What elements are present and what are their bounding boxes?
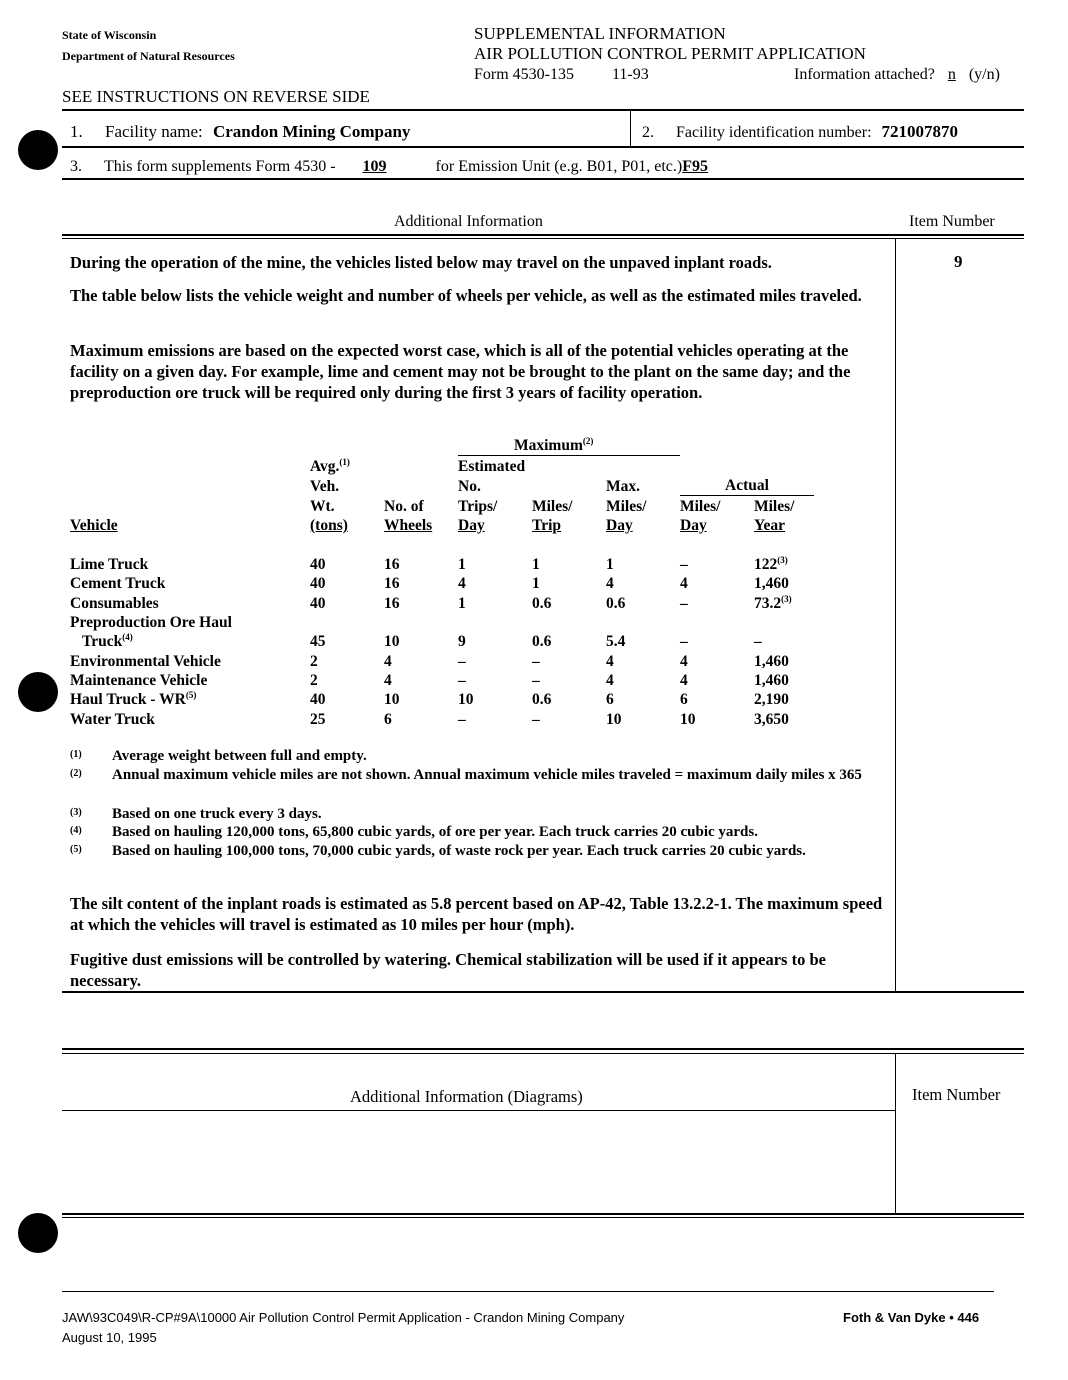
table-cell-amy	[754, 574, 814, 593]
table-cell-wt	[310, 709, 384, 728]
table-cell-amy	[754, 593, 814, 612]
vehicle-table	[70, 436, 814, 729]
header-cell: No.	[458, 477, 481, 495]
cell-value: –	[680, 555, 688, 573]
cell-value: 4	[680, 575, 688, 593]
cell-value: 10	[384, 633, 400, 651]
cell-value: 40	[310, 555, 326, 573]
form-title: SUPPLEMENTAL INFORMATION	[474, 24, 726, 43]
table-cell-wheels	[384, 574, 458, 593]
table-header-row	[70, 496, 814, 516]
table-cell-amd	[680, 593, 754, 612]
header-cell: (tons)	[310, 516, 348, 534]
cell-value: 40	[310, 575, 326, 593]
table-cell-amy	[754, 651, 814, 670]
cell-value: 25	[310, 710, 326, 728]
cell-value: 1,460	[754, 575, 789, 593]
header-cell: Day	[680, 516, 707, 534]
header-cell: Miles/	[532, 497, 573, 515]
vehicle-name	[70, 709, 310, 728]
table-cell-wt	[310, 593, 384, 612]
footnote-ref: (1)	[339, 456, 350, 467]
table-cell-trips	[458, 671, 532, 690]
document-path: JAW\93C049\R-CP#9A\10000 Air Pollution Control Permit Application - Crandon Mining Company	[62, 1310, 625, 1325]
item-number-heading: Item Number	[912, 1085, 1001, 1104]
punch-hole	[18, 130, 58, 170]
paragraph: The table below lists the vehicle weight and number of wheels per vehicle, as well as the estimated miles traveled.	[70, 286, 862, 305]
table-cell-wheels	[384, 593, 458, 612]
table-cell-maxmiles	[606, 671, 680, 690]
table-row	[70, 709, 814, 728]
table-row	[70, 671, 814, 690]
vehicle-name	[70, 632, 310, 651]
cell-value: –	[458, 672, 466, 690]
divider	[62, 238, 1024, 239]
table-cell-amy	[754, 690, 814, 709]
state-name: State of Wisconsin	[62, 28, 157, 42]
table-cell-amd	[680, 671, 754, 690]
paragraph: Maximum emissions are based on the expected worst case, which is all of the potential vehicles operating at the facility on a given day. For example, lime and cement may not be brought to the plant on the same day; and the preproduction ore truck will be required only during the first 3 years of facility operation.	[70, 341, 851, 402]
table-cell-maxmiles	[606, 593, 680, 612]
header-cell: No. of	[384, 497, 424, 515]
table-cell-wheels	[384, 671, 458, 690]
facility-name-value: Crandon Mining Company	[212, 122, 411, 141]
vehicle-label: Maintenance Vehicle	[70, 672, 208, 690]
item-number-heading: Item Number	[909, 213, 995, 230]
info-attached-value: n	[947, 66, 956, 83]
header-cell: Miles/	[680, 497, 721, 515]
supplements-field	[70, 158, 862, 176]
facility-name-field	[70, 122, 410, 142]
divider	[62, 234, 1024, 236]
group-actual-header: Actual	[680, 476, 814, 496]
cell-value: 1	[606, 555, 614, 573]
table-cell-maxmiles	[606, 709, 680, 728]
table-cell-trips	[458, 593, 532, 612]
table-row	[70, 690, 814, 709]
vehicle-label: Consumables	[70, 594, 159, 612]
cell-value: 1	[532, 555, 540, 573]
vehicle-label: Truck	[82, 633, 123, 651]
header-cell: Trip	[532, 516, 561, 534]
cell-value: –	[680, 594, 688, 612]
table-cell-amy	[754, 671, 814, 690]
cell-value: –	[532, 652, 540, 670]
table-cell-amd	[680, 574, 754, 593]
cell-value: 1	[458, 594, 466, 612]
header-cell: Estimated	[458, 457, 526, 475]
footnote-text: Annual maximum vehicle miles are not shown. Annual maximum vehicle miles traveled = maximum daily miles x 365	[112, 767, 862, 783]
footnote-ref: (3)	[777, 554, 788, 565]
divider	[62, 1213, 1024, 1215]
cell-value: 40	[310, 691, 326, 709]
table-cell-wheels	[384, 651, 458, 670]
cell-value: 4	[680, 672, 688, 690]
cell-value: –	[458, 652, 466, 670]
cell-value: 5.4	[606, 633, 626, 651]
cell-value: –	[532, 710, 540, 728]
divider	[62, 178, 1024, 180]
table-cell-amy	[754, 554, 814, 573]
instructions-note: SEE INSTRUCTIONS ON REVERSE SIDE	[62, 87, 370, 106]
cell-value: 9	[458, 633, 466, 651]
header-cell: Avg.	[310, 457, 340, 475]
cell-value: 4	[606, 672, 614, 690]
table-cell-wheels	[384, 632, 458, 651]
table-cell-maxmiles	[606, 651, 680, 670]
table-cell-mpt	[532, 554, 606, 573]
vehicle-name	[70, 574, 310, 593]
divider	[62, 1048, 1024, 1050]
header-cell: Max.	[606, 477, 641, 495]
info-attached-label: Information attached?	[794, 66, 935, 83]
group-maximum-header	[458, 436, 680, 456]
vehicle-label: Water Truck	[70, 710, 155, 728]
footnote-text: Based on hauling 100,000 tons, 70,000 cubic yards, of waste rock per year. Each truck carries 20 cubic yards.	[112, 843, 806, 859]
table-cell-amd	[680, 651, 754, 670]
punch-hole	[18, 1213, 58, 1253]
table-cell-wt	[310, 671, 384, 690]
divider	[62, 1217, 1024, 1218]
form-supplement-value: 109	[362, 158, 387, 175]
cell-value: 2,190	[754, 691, 789, 709]
table-cell-maxmiles	[606, 690, 680, 709]
table-header-row	[70, 516, 814, 535]
cell-value: 1,460	[754, 672, 789, 690]
divider	[62, 1053, 1024, 1054]
header-cell: Veh.	[310, 477, 340, 495]
cell-value: 16	[384, 594, 400, 612]
vehicle-label: Haul Truck - WR	[70, 691, 186, 709]
table-cell-mpt	[532, 574, 606, 593]
header-cell: Miles/	[754, 497, 795, 515]
field-number: 3.	[70, 158, 82, 175]
cell-value: 2	[310, 672, 318, 690]
field-label: Facility name:	[105, 122, 203, 141]
divider	[630, 110, 631, 147]
field-label: for Emission Unit (e.g. B01, P01, etc.)	[435, 158, 683, 175]
table-cell-amd	[680, 632, 754, 651]
field-number: 1.	[70, 122, 83, 141]
table-cell-mpt	[532, 690, 606, 709]
table-cell-amd	[680, 690, 754, 709]
facility-id-field	[642, 122, 958, 142]
item-number: 9	[954, 252, 963, 271]
field-number: 2.	[642, 124, 654, 141]
cell-value: 0.6	[532, 594, 552, 612]
cell-value: 0.6	[532, 691, 552, 709]
cell-value: 1	[532, 575, 540, 593]
header-cell: Day	[458, 516, 485, 534]
footnote-mark: (5)	[70, 844, 82, 855]
cell-value: 6	[384, 710, 392, 728]
cell-value: 4	[606, 652, 614, 670]
cell-value: –	[458, 710, 466, 728]
cell-value: 16	[384, 575, 400, 593]
cell-value: 6	[606, 691, 614, 709]
divider	[62, 109, 1024, 111]
cell-value: –	[754, 633, 762, 651]
paragraph: The silt content of the inplant roads is estimated as 5.8 percent based on AP-42, Table 13.2.2-1. The maximum speed at which the vehicles will travel is estimated as 10 miles per hour (mph).	[70, 894, 883, 934]
table-cell-mpt	[532, 632, 606, 651]
cell-value: 10	[458, 691, 474, 709]
cell-value: 1	[458, 555, 466, 573]
vehicle-name	[70, 671, 310, 690]
section-heading: Additional Information (Diagrams)	[350, 1087, 583, 1106]
emission-unit-value: F95	[682, 158, 708, 175]
cell-value: 40	[310, 594, 326, 612]
cell-value: 0.6	[532, 633, 552, 651]
facility-id-value: 721007870	[881, 122, 959, 141]
table-cell-wt	[310, 632, 384, 651]
divider	[62, 146, 1024, 148]
footnote-text: Based on hauling 120,000 tons, 65,800 cubic yards, of ore per year. Each truck carries 20 cubic yards.	[112, 824, 758, 840]
cell-value: –	[532, 672, 540, 690]
paragraph: Fugitive dust emissions will be controlled by watering. Chemical stabilization will be used if it appears to be necessary.	[70, 950, 826, 990]
cell-value: –	[680, 633, 688, 651]
footnote-mark: (1)	[70, 749, 82, 760]
header-cell: Miles/	[606, 497, 647, 515]
header-cell: Wheels	[384, 516, 433, 534]
table-row	[70, 613, 814, 632]
cell-value: 10	[606, 710, 622, 728]
info-attached-suffix: (y/n)	[968, 66, 1000, 83]
table-cell-maxmiles	[606, 574, 680, 593]
table-cell-maxmiles	[606, 632, 680, 651]
table-cell-amy	[754, 709, 814, 728]
table-cell-mpt	[532, 671, 606, 690]
table-cell-wheels	[384, 690, 458, 709]
cell-value: 1,460	[754, 652, 789, 670]
table-cell-amd	[680, 709, 754, 728]
table-cell-wt	[310, 651, 384, 670]
table-cell-wt	[310, 574, 384, 593]
vehicle-name	[70, 651, 310, 670]
footnote-text: Based on one truck every 3 days.	[112, 806, 322, 822]
footnote-ref: (3)	[781, 593, 792, 604]
cell-value: 6	[680, 691, 688, 709]
vehicle-label: Lime Truck	[70, 555, 149, 573]
table-row	[70, 632, 814, 651]
divider	[895, 238, 896, 992]
cell-value: 16	[384, 555, 400, 573]
document-date: August 10, 1995	[62, 1330, 157, 1345]
table-cell-trips	[458, 632, 532, 651]
table-cell-amd	[680, 554, 754, 573]
table-cell-trips	[458, 690, 532, 709]
header-cell: Day	[606, 516, 633, 534]
footnote-ref: (5)	[185, 690, 197, 701]
divider	[62, 1110, 896, 1111]
cell-value: 10	[384, 691, 400, 709]
firm-name: Foth & Van Dyke • 446	[843, 1310, 980, 1325]
header-cell: Year	[754, 516, 785, 534]
table-row	[70, 574, 814, 593]
cell-value: 4	[384, 672, 392, 690]
cell-value: 4	[384, 652, 392, 670]
header-cell: Vehicle	[70, 516, 118, 534]
cell-value: 3,650	[754, 710, 789, 728]
field-label: This form supplements Form 4530 -	[104, 158, 336, 175]
form-subtitle: AIR POLLUTION CONTROL PERMIT APPLICATION	[474, 44, 866, 63]
table-cell-trips	[458, 709, 532, 728]
table-cell-trips	[458, 574, 532, 593]
punch-hole	[18, 672, 58, 712]
vehicle-label: Environmental Vehicle	[70, 652, 221, 670]
cell-value: 10	[680, 710, 696, 728]
table-header-row	[70, 456, 814, 476]
table-cell-wheels	[384, 709, 458, 728]
table-cell-wt	[310, 554, 384, 573]
divider	[895, 1054, 896, 1214]
divider	[62, 991, 1024, 993]
table-cell-mpt	[532, 593, 606, 612]
header-cell: Wt.	[310, 497, 335, 515]
table-cell-mpt	[532, 651, 606, 670]
table-cell-trips	[458, 651, 532, 670]
cell-value: 4	[458, 575, 466, 593]
table-row	[70, 593, 814, 612]
field-label: Facility identification number:	[676, 124, 872, 141]
cell-value: 73.2	[754, 594, 782, 612]
vehicle-name	[70, 690, 310, 709]
footnote-mark: (3)	[70, 807, 82, 818]
cell-value: 4	[606, 575, 614, 593]
table-cell-wheels	[384, 554, 458, 573]
table-cell-mpt	[532, 709, 606, 728]
info-attached-field	[794, 66, 1000, 84]
table-cell-amy	[754, 632, 814, 651]
cell-value: 0.6	[606, 594, 626, 612]
divider	[62, 1291, 994, 1292]
header-cell: Trips/	[458, 497, 498, 515]
footnote-ref: (2)	[582, 436, 594, 447]
vehicle-label: Cement Truck	[70, 575, 166, 593]
header-cell: Maximum	[514, 437, 583, 455]
section-heading: Additional Information	[394, 213, 543, 230]
vehicle-name	[70, 554, 310, 573]
cell-value: 45	[310, 633, 326, 651]
table-cell-wt	[310, 690, 384, 709]
footnote-ref: (4)	[122, 632, 133, 643]
footnote-mark: (2)	[70, 768, 82, 779]
vehicle-name: Preproduction Ore Haul	[70, 613, 232, 631]
cell-value: 4	[680, 652, 688, 670]
paragraph: During the operation of the mine, the vehicles listed below may travel on the unpaved inplant roads.	[70, 253, 772, 272]
table-cell-maxmiles	[606, 554, 680, 573]
department-name: Department of Natural Resources	[62, 49, 235, 63]
table-header-row	[70, 436, 814, 456]
table-row	[70, 651, 814, 670]
cell-value: 122	[754, 555, 778, 573]
footnote-mark: (4)	[70, 825, 82, 836]
table-row	[70, 554, 814, 573]
form-date: 11-93	[612, 66, 649, 83]
form-number: Form 4530-135	[474, 66, 574, 83]
table-cell-trips	[458, 554, 532, 573]
vehicle-name	[70, 593, 310, 612]
cell-value: 2	[310, 652, 318, 670]
footnote-text: Average weight between full and empty.	[112, 748, 367, 764]
table-header-row	[70, 476, 814, 496]
